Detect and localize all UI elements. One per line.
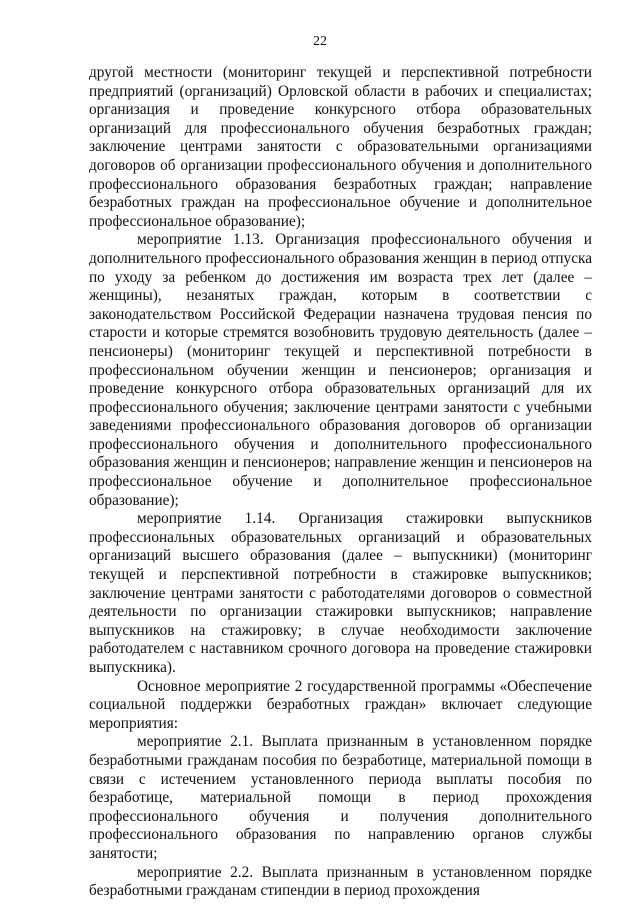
document-body xyxy=(89,64,592,901)
paragraph-main-measure-2: Основное мероприятие 2 государственной программы «Обеспечение социальной поддержки безработных граждан» включает следующие мероприятия: xyxy=(89,677,592,732)
paragraph-measure-1-14: мероприятие 1.14. Организация стажировки выпускников профессиональных образовательных организаций и образовательных организаций высшего образования (далее – выпускники) (мониторинг текущей и перспективной потребности в стажировке выпускников; заключение центрами занятости с работодателями договоров о совместной деятельности по организации стажировки выпускников; направление выпускников на стажировку; в случае необходимости заключение работодателем с наставником срочного договора на проведение стажировки выпускника). xyxy=(89,510,592,676)
paragraph-measure-2-2: мероприятие 2.2. Выплата признанным в установленном порядке безработными гражданам стипендии в период прохождения xyxy=(89,863,592,900)
page-number: 22 xyxy=(313,34,327,49)
paragraph-measure-2-1: мероприятие 2.1. Выплата признанным в установленном порядке безработными гражданам пособия по безработице, материальной помощи в связи с истечением установленного периода выплаты пособия по безработице, материальной помощи в период прохождения профессионального обучения и получения дополнительного профессионального образования по направлению органов службы занятости; xyxy=(89,733,592,862)
paragraph-continuation: другой местности (мониторинг текущей и перспективной потребности предприятий (организаций) Орловской области в рабочих и специалистах; организация и проведение конкурсного отбора образовательных организаций для профессионального обучения безработных граждан; заключение центрами занятости с образовательными организациями договоров об организации профессионального обучения и дополнительного профессионального образования безработных граждан; направление безработных граждан на профессиональное обучение и дополнительное профессиональное образование); xyxy=(89,64,592,230)
paragraph-measure-1-13: мероприятие 1.13. Организация профессионального обучения и дополнительного профессионального образования женщин в период отпуска по уходу за ребенком до достижения им возраста трех лет (далее – женщины), незанятых граждан, которым в соответствии с законодательством Российской Федерации назначена трудовая пенсия по старости и которые стремятся возобновить трудовую деятельность (далее – пенсионеры) (мониторинг текущей и перспективной потребности в профессиональном обучении женщин и пенсионеров; организация и проведение конкурсного отбора образовательных организаций для их профессионального обучения; заключение центрами занятости с учебными заведениями профессионального образования договоров об организации профессионального обучения и дополнительного профессионального образования женщин и пенсионеров; направление женщин и пенсионеров на профессиональное обучение и дополнительное профессиональное образование); xyxy=(89,231,592,509)
